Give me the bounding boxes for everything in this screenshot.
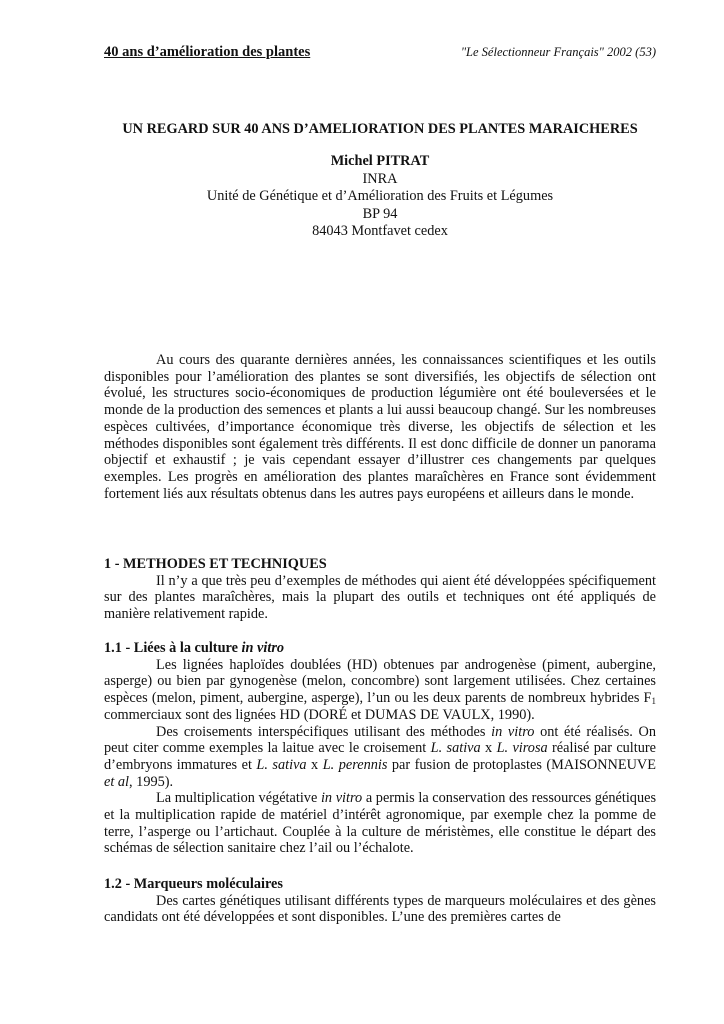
header-series-title: 40 ans d’amélioration des plantes <box>104 44 311 60</box>
p2-italic-2: L. sativa <box>430 740 481 757</box>
section-1-1-paragraph-1 <box>104 657 656 724</box>
p1-text-b: commerciaux sont des lignées HD (DORÉ et DUMAS DE VAULX, 1990). <box>104 706 535 723</box>
header-journal-ref: "Le Sélectionneur Français" 2002 (53) <box>460 45 656 59</box>
p2-italic-3: L. virosa <box>496 740 548 757</box>
p2-italic-1: in vitro <box>491 723 535 740</box>
author-unit: Unité de Génétique et d’Amélioration des Fruits et Légumes <box>206 188 554 204</box>
abstract <box>104 352 656 502</box>
p3-text-a: La multiplication végétative <box>156 790 321 807</box>
section-1 <box>104 556 656 623</box>
section-1-paragraph: Il n’y a que très peu d’exemples de méthodes qui aient été développées spécifiquement sur des plantes maraîchères, mais la plupart des outils et techniques ont été appliqués de manière relativement rapide. <box>104 572 656 623</box>
p2-italic-4: L. sativa <box>256 756 307 773</box>
p1-text-a: Les lignées haploïdes doublées (HD) obtenues par androgenèse (piment, aubergine, asperge) ou bien par gynogenèse (melon, concombre) sont largement utilisées. Chez certaines espèces (melon, piment, aubergine, asperge), l’un ou les deux parents de nombreux hybrides F <box>104 656 656 707</box>
author-city: 84043 Montfavet cedex <box>312 223 448 239</box>
p2-text-a: Des croisements interspécifiques utilisant des méthodes <box>156 723 492 740</box>
p2-text-c: x <box>480 740 497 757</box>
section-1-1-paragraph-2 <box>104 724 656 791</box>
p3-text-b: a permis la conservation des ressources génétiques et la multiplication rapide de matériel d’intérêt agronomique, par exemple chez la pomme de terre, l’asperge ou l’artichaut. Couplée à la culture de méristèmes, elle constitue le départ des schémas de sélection sanitaire chez l’ail ou l’échalote. <box>104 790 657 857</box>
section-1-2-paragraph: Des cartes génétiques utilisant différents types de marqueurs moléculaires et des gènes candidats ont été développées et sont disponibles. L’une des premières cartes de <box>104 892 656 926</box>
author-name: Michel PITRAT <box>330 153 430 169</box>
p2-italic-5: L. perennis <box>322 756 388 773</box>
section-1-1-paragraph-3 <box>104 790 656 857</box>
running-header <box>104 44 656 61</box>
section-1-2-heading: 1.2 - Marqueurs moléculaires <box>104 876 283 892</box>
p2-text-e: x <box>306 756 323 773</box>
section-1-2 <box>104 876 656 926</box>
p2-italic-6: et al <box>104 773 130 790</box>
section-1-heading: 1 - METHODES ET TECHNIQUES <box>104 556 327 572</box>
p2-text-g: , 1995). <box>129 773 174 790</box>
article-title: UN REGARD SUR 40 ANS D’AMELIORATION DES PLANTES MARAICHERES <box>122 121 638 137</box>
author-institution: INRA <box>362 170 398 187</box>
p2-text-b: ont été réalisés. On peut citer comme exemples la laitue avec le croisement <box>104 723 656 757</box>
p2-text-d: réalisé par culture d’embryons immatures et <box>104 740 657 773</box>
section-1-1-heading-italic: in vitro <box>241 640 285 656</box>
p3-italic-1: in vitro <box>320 790 363 807</box>
section-1-1-heading-text: 1.1 - Liées à la culture <box>104 640 242 656</box>
author-bp: BP 94 <box>362 205 398 222</box>
p1-subscript: 1 <box>651 696 656 707</box>
author-block <box>104 153 656 241</box>
section-1-1 <box>104 640 656 857</box>
abstract-paragraph: Au cours des quarante dernières années, les connaissances scientifiques et les outils disponibles pour l’amélioration des plantes se sont diversifiés, les objectifs de sélection ont évolué, les structures socio-économiques de production légumière ont été bouleversées et le monde de la production des semences et plants a lui aussi beaucoup changé. Sur les nombreuses espèces cultivées, d’importance économique très diverse, les objectifs de sélection et les méthodes disponibles sont également très différents. Il est donc difficile de donner un panorama objectif et exhaustif ; je vais cependant essayer d’illustrer ces changements par quelques exemples. Les progrès en amélioration des plantes maraîchères en France sont évidemment fortement liés aux résultats obtenus dans les autres pays européens et ailleurs dans le monde. <box>104 352 656 502</box>
section-1-1-heading <box>104 640 656 657</box>
p2-text-f: par fusion de protoplastes (MAISONNEUVE <box>387 756 656 773</box>
